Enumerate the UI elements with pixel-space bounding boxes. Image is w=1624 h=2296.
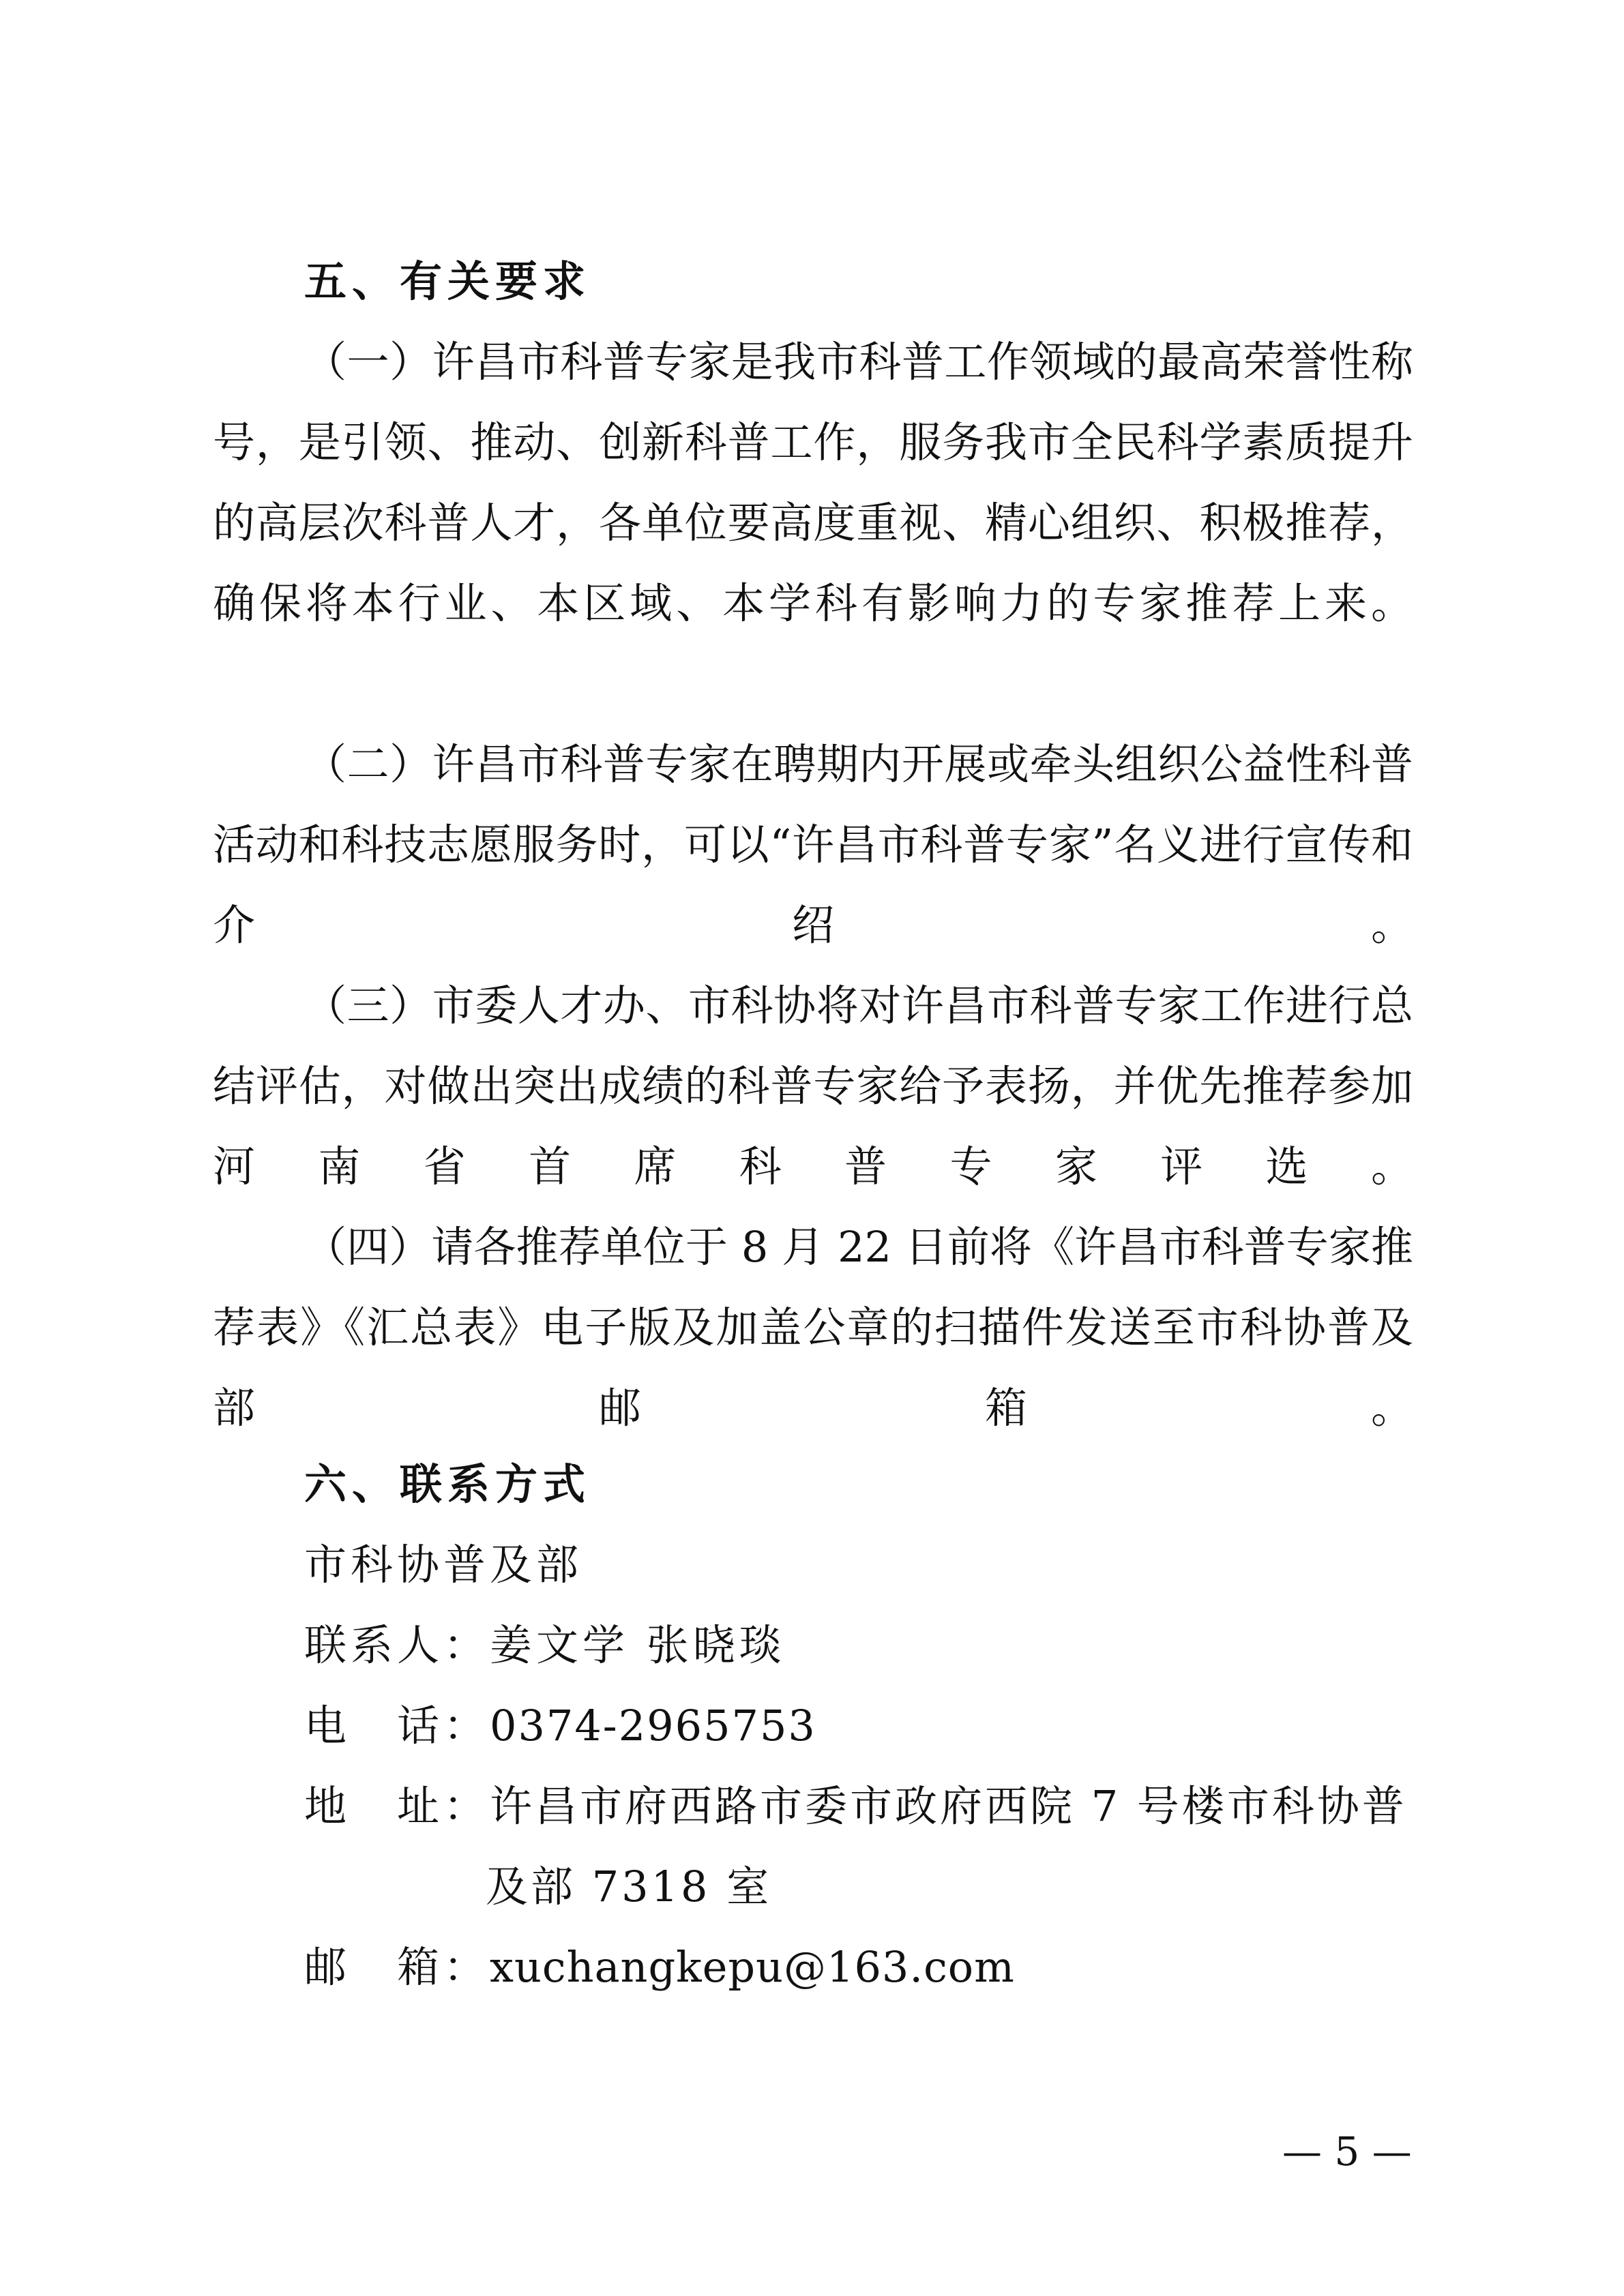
contact-phone-label: 电 话： bbox=[304, 1701, 490, 1750]
section5-paragraph-4: （四）请各推荐单位于 8 月 22 日前将《许昌市科普专家推荐表》《汇总表》电子版及加盖公章的扫描件发送至市科协普及部邮箱。 bbox=[213, 1222, 1413, 1433]
contact-department: 市科协普及部 bbox=[304, 1540, 583, 1590]
section5-heading: 五、有关要求 bbox=[304, 256, 591, 306]
contact-person-row bbox=[304, 1620, 786, 1670]
contact-email-row bbox=[304, 1942, 1015, 1992]
section5-paragraph-1: （一）许昌市科普专家是我市科普工作领域的最高荣誉性称号，是引领、推动、创新科普工作，服务我市全民科学素质提升的高层次科普人才，各单位要高度重视、精心组织、积极推荐，确保将本行业、本区域、本学科有影响力的专家推荐上来。 bbox=[213, 337, 1413, 628]
section5-paragraph-3: （三）市委人才办、市科协将对许昌市科普专家工作进行总结评估，对做出突出成绩的科普专家给予表扬，并优先推荐参加河南省首席科普专家评选。 bbox=[213, 981, 1413, 1191]
contact-person-value: 姜文学 张晓琰 bbox=[490, 1620, 786, 1670]
contact-address-line2: 及部 7318 室 bbox=[486, 1862, 772, 1911]
contact-person-label: 联系人： bbox=[304, 1620, 490, 1670]
page-number: — 5 — bbox=[1282, 2128, 1412, 2175]
contact-address-label: 地 址： bbox=[304, 1781, 490, 1831]
contact-phone-row bbox=[304, 1701, 816, 1750]
section6-heading: 六、联系方式 bbox=[304, 1459, 591, 1509]
section5-paragraph-2: （二）许昌市科普专家在聘期内开展或牵头组织公益性科普活动和科技志愿服务时，可以“许昌市科普专家”名义进行宣传和介绍。 bbox=[213, 739, 1413, 950]
contact-email-value: xuchangkepu@163.com bbox=[490, 1942, 1015, 1992]
contact-email-label: 邮 箱： bbox=[304, 1942, 490, 1992]
contact-address-row bbox=[304, 1781, 1407, 1831]
contact-phone-value: 0374-2965753 bbox=[490, 1701, 816, 1750]
contact-address-line1: 许昌市府西路市委市政府西院 7 号楼市科协普 bbox=[490, 1781, 1407, 1831]
